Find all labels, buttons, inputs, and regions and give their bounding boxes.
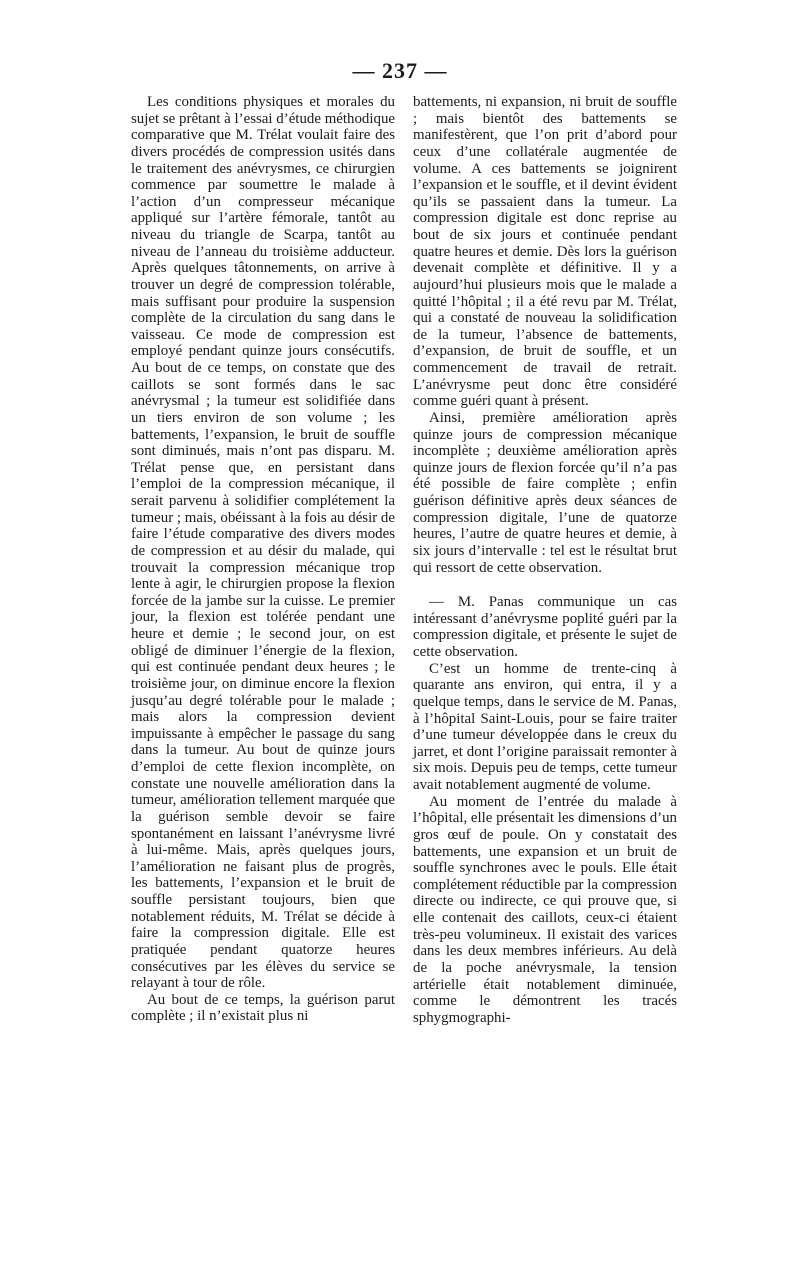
paragraph: Au bout de ce temps, la guérison parut complète ; il n’existait plus ni [131,991,395,1025]
paragraph: C’est un homme de trente-cinq à quarante ans environ, qui entra, il y a quelque temps, dans le service de M. Panas, à l’hôpital Saint-Louis, pour se faire traiter d’une tumeur développée dans le creux du jarret, et dont l’origine paraissait remonter à six mois. Depuis peu de temps, cette tumeur avait notablement augmenté de volume. [413,660,677,793]
paragraph: battements, ni expansion, ni bruit de souffle ; mais bientôt des battements se manifestèrent, que l’on prit d’abord pour ceux d’une collatérale augmentée de volume. A ces battements se joignirent l’expansion et le souffle, et il devint évident qu’ils se passaient dans la tumeur. La compression digitale est donc reprise au bout de six jours et continuée pendant quatre heures et demie. Dès lors la guérison devenait complète et définitive. Il y a aujourd’hui plusieurs mois que le malade a quitté l’hôpital ; il a été revu par M. Trélat, qui a constaté de nouveau la solidification de la tumeur, l’absence de battements, d’expansion, de bruit de souffle, et un commencement de travail de retrait. L’anévrysme peut donc être considéré comme guéri quant à présent. [413,94,677,410]
paragraph: Au moment de l’entrée du malade à l’hôpital, elle présentait les dimensions d’un gros œuf de poule. On y constatait des battements, une expansion et un bruit de souffle synchrones avec le pouls. Elle était complétement réductible par la compression directe ou indirecte, ce qui prouve que, si elle contenait des caillots, ceux-ci étaient très-peu volumineux. Il existait des varices dans les deux membres inférieurs. Au delà de la poche anévrysmale, la tension artérielle était notablement diminuée, comme le démontrent les tracés sphygmographi- [413,793,677,1026]
right-column [413,94,677,1026]
page-number: — 237 — [352,58,448,83]
paragraph: Ainsi, première amélioration après quinze jours de compression mécanique incomplète ; deuxième amélioration après quinze jours de flexion forcée qu’il n’a pas été possible de faire complète ; enfin guérison définitive après deux séances de compression digitale, l’une de quatorze heures, l’autre de quatre heures et demie, à six jours d’intervalle : tel est le résultat brut qui ressort de cette observation. [413,409,677,576]
left-column [131,94,395,1025]
paragraph: Les conditions physiques et morales du sujet se prêtant à l’essai d’étude méthodique comparative que M. Trélat voulait faire des divers procédés de compression usités dans le traitement des anévrysmes, ce chirurgien commence par soumettre le malade à l’action d’un compresseur mécanique appliqué sur l’artère fémorale, tantôt au niveau du triangle de Scarpa, tantôt au niveau de l’anneau du troisième adducteur. Après quelques tâtonnements, on arrive à trouver un degré de compression tolérable, mais suffisant pour produire la suspension complète de la circulation du sang dans le vaisseau. Ce mode de compression est employé pendant quinze jours consécutifs. Au bout de ce temps, on constate que des caillots se sont formés dans le sac anévrysmal ; la tumeur est solidifiée dans un tiers environ de son volume ; les battements, l’expansion, le bruit de souffle sont diminués, mais n’ont pas disparu. M. Trélat pense que, en persistant dans l’emploi de la compression mécanique, il serait parvenu à solidifier complétement la tumeur ; mais, obéissant à la fois au désir de faire l’étude comparative des divers modes de compression et au désir du malade, qui trouvait la compression mécanique trop lente à agir, le chirurgien propose la flexion forcée de la jambe sur la cuisse. Le premier jour, la flexion est tolérée pendant une heure et demie ; le second jour, on est obligé de diminuer l’énergie de la flexion, qui est continuée pendant deux heures ; le troisième jour, on diminue encore la flexion jusqu’au degré tolérable pour le malade ; mais alors la compression devient impuissante à empêcher le passage du sang dans la tumeur. Au bout de quinze jours d’emploi de cette flexion incomplète, on constate une nouvelle amélioration dans la tumeur, amélioration tellement marquée que la guérison semble devoir se faire spontanément en laissant l’anévrysme livré à lui-même. Mais, après quelques jours, l’amélioration ne faisant plus de progrès, les battements, l’expansion et le bruit de souffle persistant toujours, bien que notablement réduits, M. Trélat se décide à faire la compression digitale. Elle est pratiquée pendant quatorze heures consécutives par les élèves du service se relayant à tour de rôle. [131,94,395,992]
paragraph: — M. Panas communique un cas intéressant d’anévrysme poplité guéri par la compression digitale, et présente le sujet de cette observation. [413,594,677,660]
